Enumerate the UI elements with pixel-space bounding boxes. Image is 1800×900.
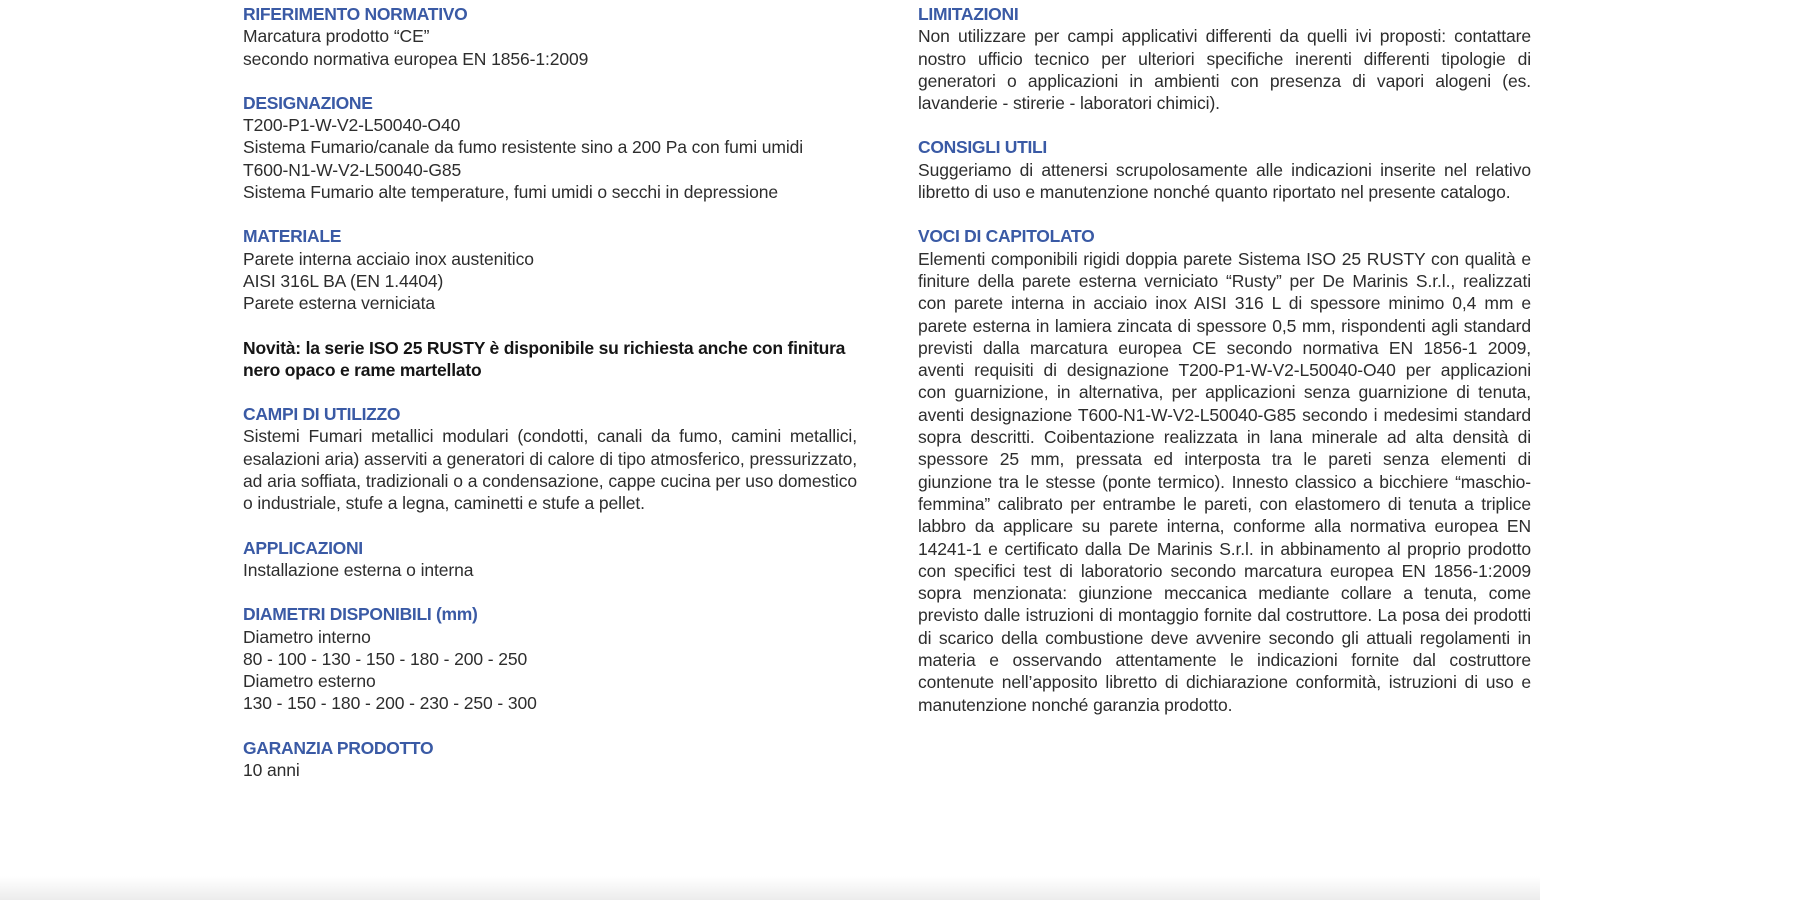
page-edge-shadow xyxy=(0,876,1540,900)
right-column xyxy=(918,3,1531,738)
section-garanzia-prodotto xyxy=(243,737,857,782)
section-consigli-utili xyxy=(918,136,1531,203)
section-heading-consigli-utili: CONSIGLI UTILI xyxy=(918,137,1047,158)
section-heading-garanzia-prodotto: GARANZIA PRODOTTO xyxy=(243,737,434,758)
section-heading-voci-di-capitolato: VOCI DI CAPITOLATO xyxy=(918,226,1095,247)
text-line: 130 - 150 - 180 - 200 - 230 - 250 - 300 xyxy=(243,693,537,714)
section-paragraph: Sistemi Fumari metallici modulari (condotti, canali da fumo, camini metallici, esalazioni aria) asserviti a generatori di calore di tipo atmosferico, pressurizzato, ad aria soffiata, tradizionali o a condensazione, cappe cucina per uso domestico o industriale, stufe a legna, caminetti e stufe a pellet. xyxy=(243,426,857,514)
text-line: 10 anni xyxy=(243,760,300,781)
section-heading-riferimento-normativo: RIFERIMENTO NORMATIVO xyxy=(243,4,468,24)
text-line: Diametro esterno xyxy=(243,671,376,692)
section-campi-di-utilizzo xyxy=(243,403,857,514)
section-heading-diametri-disponibili: DIAMETRI DISPONIBILI (mm) xyxy=(243,604,478,625)
section-heading-limitazioni: LIMITAZIONI xyxy=(918,4,1019,24)
left-column xyxy=(243,3,857,803)
section-materiale xyxy=(243,225,857,314)
section-limitazioni xyxy=(918,3,1531,114)
text-line: secondo normativa europea EN 1856-1:2009 xyxy=(243,48,589,69)
section-heading-applicazioni: APPLICAZIONI xyxy=(243,537,363,558)
section-diametri-disponibili xyxy=(243,603,857,714)
section-designazione xyxy=(243,92,857,203)
section-heading-campi-di-utilizzo: CAMPI DI UTILIZZO xyxy=(243,404,401,425)
text-line: Parete interna acciaio inox austenitico xyxy=(243,248,534,269)
text-line: 80 - 100 - 130 - 150 - 180 - 200 - 250 xyxy=(243,648,528,669)
text-line: Marcatura prodotto “CE” xyxy=(243,26,430,47)
section-paragraph: Elementi componibili rigidi doppia parete Sistema ISO 25 RUSTY con qualità e finiture della parete esterna verniciato “Rusty” per De Marinis S.r.l., realizzati con parete interna in acciaio inox AISI 316 L di spessore minimo 0,4 mm e parete esterna in lamiera zincata di spessore 0,5 mm, rispondenti agli standard previsti dalla marcatura europea CE secondo normativa EN 1856-1 2009, aventi requisiti di designazione T200-P1-W-V2-L50040-O40 per applicazioni con guarnizione, in alternativa, per applicazioni senza guarnizione di tenuta, aventi designazione T600-N1-W-V2-L50040-G85 secondo i medesimi standard sopra descritti. Coibentazione realizzata in lana minerale ad alta densità di spessore 25 mm, pressata ed interposta tra le pareti senza elementi di giunzione tra le stesse (ponte termico). Innesto classico a bicchiere “maschio-femmina” calibrato per entrambe le pareti, con elastomero di tenuta a triplice labbro da applicare su parete interna, conforme alla normativa europea EN 14241-1 e certificato dalla De Marinis S.r.l. in abbinamento al proprio prodotto con specifici test di laboratorio secondo marcatura europea EN 1856-1:2009 sopra menzionata: giunzione meccanica mediante collare a tenuta, come previsto dalle istruzioni di montaggio fornite dal costruttore. La posa dei prodotti di scarico della combustione deve avvenire secondo gli attuali regolamenti in materia e osservando attentamente le indicazioni fornite dal costruttore contenute nell’apposito libretto di dichiarazione conformità, istruzioni di uso e manutenzione nonché garanzia prodotto. xyxy=(918,248,1531,715)
text-line: Sistema Fumario/canale da fumo resistente sino a 200 Pa con fumi umidi xyxy=(243,137,804,158)
text-line: Parete esterna verniciata xyxy=(243,293,436,314)
section-heading-materiale: MATERIALE xyxy=(243,226,342,247)
text-line: Diametro interno xyxy=(243,626,371,647)
section-paragraph: Suggeriamo di attenersi scrupolosamente alle indicazioni inserite nel relativo libretto di uso e manutenzione nonché quanto riportato nel presente catalogo. xyxy=(918,159,1531,203)
novita-highlight-text: Novità: la serie ISO 25 RUSTY è disponibile su richiesta anche con finitura nero opaco e rame martellato xyxy=(243,337,846,380)
text-line: Installazione esterna o interna xyxy=(243,559,474,580)
section-novita-note xyxy=(243,337,857,382)
section-applicazioni xyxy=(243,537,857,582)
section-voci-di-capitolato xyxy=(918,225,1531,716)
text-line: AISI 316L BA (EN 1.4404) xyxy=(243,270,444,291)
text-line: Sistema Fumario alte temperature, fumi umidi o secchi in depressione xyxy=(243,182,778,203)
section-heading-designazione: DESIGNAZIONE xyxy=(243,92,373,113)
section-paragraph: Non utilizzare per campi applicativi differenti da quelli ivi proposti: contattare nostro ufficio tecnico per ulteriori specifiche inerenti differenti tipologie di generatori o applicazioni in ambienti con presenza di vapori alogeni (es. lavanderie - stirerie - laboratori chimici). xyxy=(918,26,1531,114)
text-line: T200-P1-W-V2-L50040-O40 xyxy=(243,115,461,136)
text-line: T600-N1-W-V2-L50040-G85 xyxy=(243,159,462,180)
section-riferimento-normativo xyxy=(243,3,857,70)
